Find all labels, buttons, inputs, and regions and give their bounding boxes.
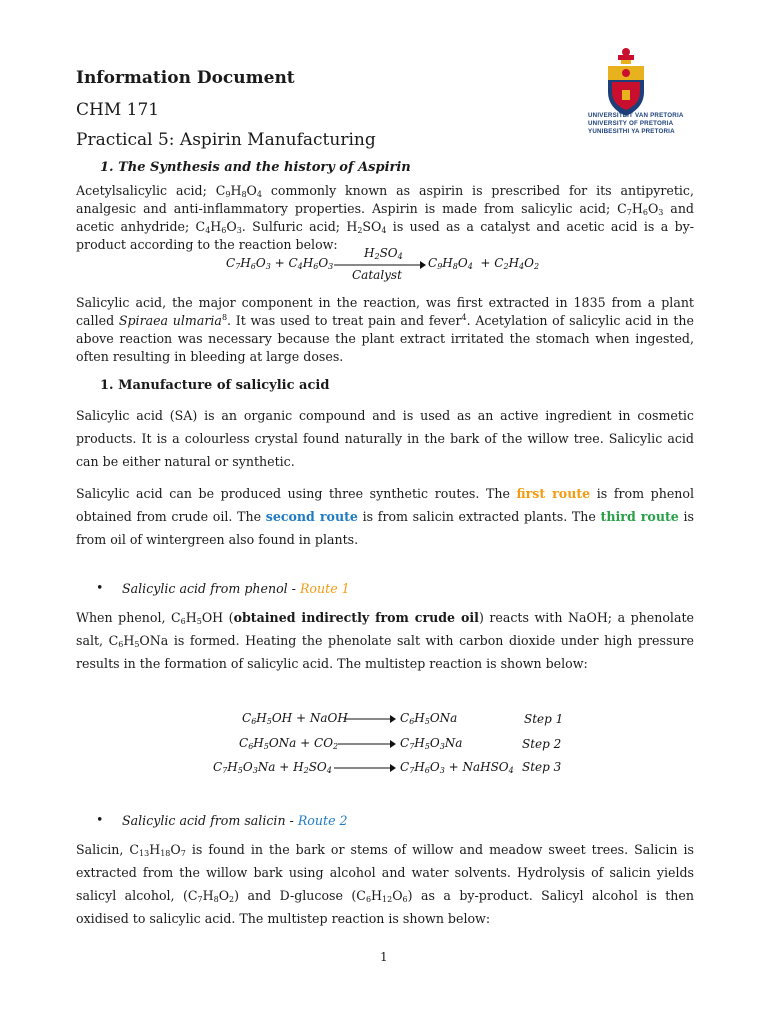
- bullet-icon: •: [96, 812, 104, 827]
- step3-rhs: $C_7H_6O_3$ + NaHSO$_4$: [400, 760, 514, 775]
- step1-arrow-icon: [344, 714, 396, 724]
- logo-line-3: YUNIBESITHI YA PRETORIA: [588, 128, 675, 135]
- logo-line-1: UNIVERSITEIT VAN PRETORIA: [588, 112, 684, 119]
- step2-rhs: $C_7H_5O_3Na$: [400, 736, 463, 751]
- paragraph-salicin: Salicin, $C_{13}H_{18}O_7$ is found in the bark or stems of willow and meadow sweet trees. Salicin is extracted from the willow bark using alcohol and water solvents. Hydrolysis of salicin yields salicyl alcohol, $(C_7H_8O_2)$ and D-glucose $(C_6H_{12}O_6)$ as a by-product. Salicyl alcohol is then oxidised to salicylic acid. The multistep reaction is shown below:: [76, 842, 695, 926]
- crest-icon: [588, 46, 698, 118]
- logo-line-2: UNIVERSITY OF PRETORIA: [588, 120, 674, 127]
- step2-label: Step 2: [522, 737, 562, 751]
- document-title: Information Document: [76, 68, 295, 88]
- step2-lhs: $C_6H_5ONa + CO_2$: [239, 736, 339, 751]
- bullet-icon: •: [96, 580, 104, 595]
- paragraph-intro: Acetylsalicylic acid; $C_9H_8O_4$ commonly known as aspirin is prescribed for its antipyretic, analgesic and anti-inflammatory properties. Aspirin is made from salicylic acid; $C_7H_6O_3$ and acetic anhydride; $C_4H_6O_3$. Sulfuric acid; $H_2SO_4$ is used as a catalyst and acetic acid is a by-product according to the reaction below:: [76, 183, 694, 252]
- page-number: 1: [380, 950, 388, 964]
- reaction-products: $C_9H_8O_4 + C_2H_4O_2$: [428, 256, 540, 271]
- route1-heading: Salicylic acid from phenol - Route 1: [122, 581, 350, 596]
- step1-label: Step 1: [524, 712, 564, 726]
- step3-lhs: $C_7H_5O_3Na + H_2SO_4$: [213, 760, 332, 775]
- paragraph-routes: Salicylic acid can be produced using three synthetic routes. The first route is from phenol obtained from crude oil. The second route is from salicin extracted plants. The third route is from oil of wintergreen also found in plants.: [76, 486, 694, 547]
- paragraph-salicylic-acid: Salicylic acid (SA) is an organic compound and is used as an active ingredient in cosmetic products. It is a colourless crystal found naturally in the bark of the willow tree. Salicylic acid can be either natural or synthetic.: [76, 408, 694, 469]
- reaction-catalyst-label: Catalyst: [352, 268, 402, 282]
- route2-heading: Salicylic acid from salicin - Route 2: [122, 813, 348, 828]
- step1-lhs: $C_6H_5OH$ + NaOH: [242, 711, 348, 726]
- section-heading-manufacture: 1. Manufacture of salicylic acid: [100, 378, 330, 393]
- reaction-catalyst-formula: $H_2SO_4$: [364, 246, 403, 261]
- step3-label: Step 3: [522, 760, 562, 774]
- reaction-reactants: $C_7H_6O_3 + C_4H_6O_3$: [226, 256, 334, 271]
- course-code: CHM 171: [76, 100, 160, 120]
- section-heading-synthesis: 1. The Synthesis and the history of Aspirin: [100, 160, 411, 175]
- step1-rhs: $C_6H_5ONa$: [400, 711, 458, 726]
- practical-title: Practical 5: Aspirin Manufacturing: [76, 130, 376, 150]
- paragraph-history: Salicylic acid, the major component in the reaction, was first extracted in 1835 from a plant called Spiraea ulmaria$^8$. It was used to treat pain and fever$^4$. Acetylation of salicylic acid in the above reaction was necessary because the plant extract irritated the stomach when ingested, often resulting in bleeding at large doses.: [76, 295, 694, 364]
- step2-arrow-icon: [338, 739, 396, 749]
- university-logo: [588, 46, 698, 150]
- step3-arrow-icon: [334, 763, 396, 773]
- paragraph-phenol: When phenol, $C_6H_5OH$ (obtained indirectly from crude oil) reacts with NaOH; a phenolate salt, $C_6H_5ONa$ is formed. Heating the phenolate salt with carbon dioxide under high pressure results in the formation of salicylic acid. The multistep reaction is shown below:: [76, 610, 695, 671]
